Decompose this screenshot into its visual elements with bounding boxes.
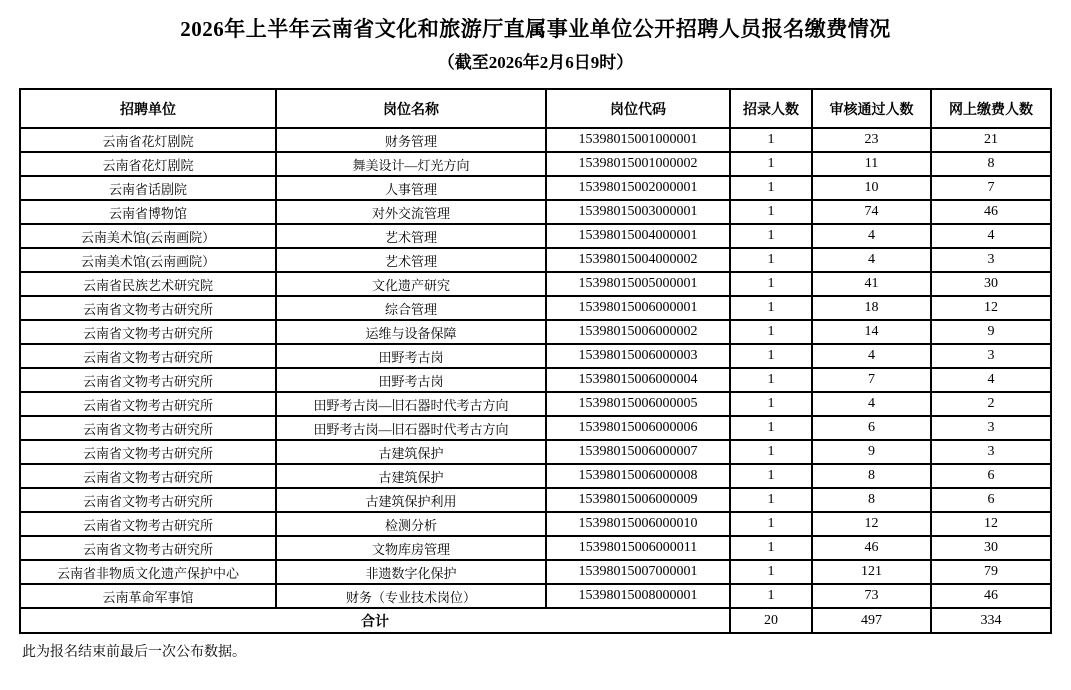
unit-cell: 云南省文物考古研究所 [20,368,276,392]
code-cell: 15398015006000006 [546,416,730,440]
table-row [20,584,1051,608]
table-row [20,272,1051,296]
unit-cell: 云南省话剧院 [20,176,276,200]
recruit-count-cell: 1 [730,536,812,560]
code-cell: 15398015001000001 [546,128,730,152]
position-cell: 财务管理 [276,128,546,152]
page-subtitle: （截至2026年2月6日9时） [437,53,634,72]
unit-cell: 云南省文物考古研究所 [20,320,276,344]
recruit-count-cell: 1 [730,200,812,224]
code-cell: 15398015003000001 [546,200,730,224]
table-row [20,296,1051,320]
code-cell: 15398015006000011 [546,536,730,560]
recruit-count-cell: 1 [730,248,812,272]
header-row [20,89,1051,128]
recruit-count-cell: 1 [730,416,812,440]
table-row [20,536,1051,560]
unit-cell: 云南美术馆(云南画院） [20,224,276,248]
recruit-count-cell: 1 [730,464,812,488]
code-cell: 15398015006000009 [546,488,730,512]
position-cell: 文化遗产研究 [276,272,546,296]
paid-count-cell: 4 [931,368,1051,392]
code-cell: 15398015004000001 [546,224,730,248]
position-cell: 综合管理 [276,296,546,320]
paid-count-cell: 6 [931,464,1051,488]
unit-cell: 云南省文物考古研究所 [20,512,276,536]
paid-count-cell: 3 [931,248,1051,272]
table-row [20,440,1051,464]
table-row [20,560,1051,584]
code-cell: 15398015006000003 [546,344,730,368]
recruit-count-cell: 1 [730,296,812,320]
approved-count-cell: 9 [812,440,931,464]
paid-count-cell: 6 [931,488,1051,512]
approved-count-cell: 10 [812,176,931,200]
position-cell: 非遗数字化保护 [276,560,546,584]
col-header-approved-count: 审核通过人数 [812,89,931,128]
code-cell: 15398015006000004 [546,368,730,392]
approved-count-cell: 121 [812,560,931,584]
table-row [20,344,1051,368]
unit-cell: 云南省博物馆 [20,200,276,224]
page-title: 2026年上半年云南省文化和旅游厅直属事业单位公开招聘人员报名缴费情况 [180,17,891,41]
paid-count-cell: 3 [931,440,1051,464]
paid-count-cell: 3 [931,344,1051,368]
recruit-count-cell: 1 [730,344,812,368]
code-cell: 15398015006000008 [546,464,730,488]
table-row [20,392,1051,416]
approved-count-cell: 12 [812,512,931,536]
code-cell: 15398015006000010 [546,512,730,536]
paid-count-cell: 30 [931,272,1051,296]
unit-cell: 云南省花灯剧院 [20,152,276,176]
paid-count-cell: 4 [931,224,1051,248]
table-row [20,488,1051,512]
recruit-count-cell: 1 [730,488,812,512]
recruit-count-cell: 1 [730,368,812,392]
table-row [20,176,1051,200]
recruit-count-cell: 1 [730,176,812,200]
recruit-count-cell: 1 [730,272,812,296]
unit-cell: 云南省非物质文化遗产保护中心 [20,560,276,584]
paid-count-cell: 12 [931,296,1051,320]
unit-cell: 云南省文物考古研究所 [20,536,276,560]
recruit-count-cell: 1 [730,512,812,536]
position-cell: 田野考古岗—旧石器时代考古方向 [276,392,546,416]
unit-cell: 云南省文物考古研究所 [20,416,276,440]
unit-cell: 云南省文物考古研究所 [20,464,276,488]
paid-count-cell: 9 [931,320,1051,344]
table-row [20,224,1051,248]
position-cell: 文物库房管理 [276,536,546,560]
unit-cell: 云南省文物考古研究所 [20,344,276,368]
code-cell: 15398015005000001 [546,272,730,296]
approved-count-cell: 73 [812,584,931,608]
unit-cell: 云南省文物考古研究所 [20,440,276,464]
recruit-count-cell: 1 [730,440,812,464]
recruit-count-cell: 1 [730,392,812,416]
position-cell: 古建筑保护利用 [276,488,546,512]
paid-count-cell: 30 [931,536,1051,560]
unit-cell: 云南省文物考古研究所 [20,392,276,416]
unit-cell: 云南美术馆(云南画院） [20,248,276,272]
code-cell: 15398015002000001 [546,176,730,200]
approved-count-cell: 11 [812,152,931,176]
position-cell: 田野考古岗 [276,368,546,392]
paid-count-cell: 12 [931,512,1051,536]
code-cell: 15398015006000005 [546,392,730,416]
approved-count-cell: 8 [812,488,931,512]
table-row [20,152,1051,176]
position-cell: 运维与设备保障 [276,320,546,344]
approved-count-cell: 14 [812,320,931,344]
code-cell: 15398015007000001 [546,560,730,584]
paid-count-cell: 2 [931,392,1051,416]
total-recruit-count: 20 [730,608,812,633]
table-row [20,128,1051,152]
approved-count-cell: 8 [812,464,931,488]
position-cell: 财务（专业技术岗位） [276,584,546,608]
approved-count-cell: 46 [812,536,931,560]
code-cell: 15398015006000002 [546,320,730,344]
paid-count-cell: 8 [931,152,1051,176]
col-header-recruit-count: 招录人数 [730,89,812,128]
position-cell: 舞美设计—灯光方向 [276,152,546,176]
table-row [20,248,1051,272]
table-row [20,512,1051,536]
recruit-count-cell: 1 [730,152,812,176]
position-cell: 田野考古岗 [276,344,546,368]
unit-cell: 云南省文物考古研究所 [20,296,276,320]
position-cell: 艺术管理 [276,224,546,248]
code-cell: 15398015001000002 [546,152,730,176]
table-row [20,368,1051,392]
code-cell: 15398015006000007 [546,440,730,464]
approved-count-cell: 4 [812,392,931,416]
paid-count-cell: 79 [931,560,1051,584]
col-header-unit: 招聘单位 [20,89,276,128]
paid-count-cell: 46 [931,200,1051,224]
table-row [20,200,1051,224]
position-cell: 古建筑保护 [276,464,546,488]
unit-cell: 云南省文物考古研究所 [20,488,276,512]
code-cell: 15398015008000001 [546,584,730,608]
unit-cell: 云南省民族艺术研究院 [20,272,276,296]
table-row [20,320,1051,344]
position-cell: 检测分析 [276,512,546,536]
position-cell: 艺术管理 [276,248,546,272]
unit-cell: 云南革命军事馆 [20,584,276,608]
recruit-count-cell: 1 [730,224,812,248]
approved-count-cell: 41 [812,272,931,296]
approved-count-cell: 6 [812,416,931,440]
approved-count-cell: 18 [812,296,931,320]
table-row [20,416,1051,440]
position-cell: 对外交流管理 [276,200,546,224]
col-header-paid-count: 网上缴费人数 [931,89,1051,128]
paid-count-cell: 3 [931,416,1051,440]
paid-count-cell: 46 [931,584,1051,608]
recruit-count-cell: 1 [730,560,812,584]
total-approved-count: 497 [812,608,931,633]
recruit-count-cell: 1 [730,128,812,152]
approved-count-cell: 74 [812,200,931,224]
unit-cell: 云南省花灯剧院 [20,128,276,152]
col-header-position: 岗位名称 [276,89,546,128]
total-row [20,608,1051,633]
code-cell: 15398015004000002 [546,248,730,272]
paid-count-cell: 7 [931,176,1051,200]
table-row [20,464,1051,488]
approved-count-cell: 23 [812,128,931,152]
total-label: 合计 [20,608,730,633]
approved-count-cell: 4 [812,224,931,248]
footnote: 此为报名结束前最后一次公布数据。 [22,645,246,660]
approved-count-cell: 7 [812,368,931,392]
recruit-count-cell: 1 [730,584,812,608]
code-cell: 15398015006000001 [546,296,730,320]
position-cell: 古建筑保护 [276,440,546,464]
approved-count-cell: 4 [812,248,931,272]
approved-count-cell: 4 [812,344,931,368]
col-header-code: 岗位代码 [546,89,730,128]
position-cell: 田野考古岗—旧石器时代考古方向 [276,416,546,440]
recruit-count-cell: 1 [730,320,812,344]
paid-count-cell: 21 [931,128,1051,152]
position-cell: 人事管理 [276,176,546,200]
recruitment-table [19,88,1052,634]
total-paid-count: 334 [931,608,1051,633]
